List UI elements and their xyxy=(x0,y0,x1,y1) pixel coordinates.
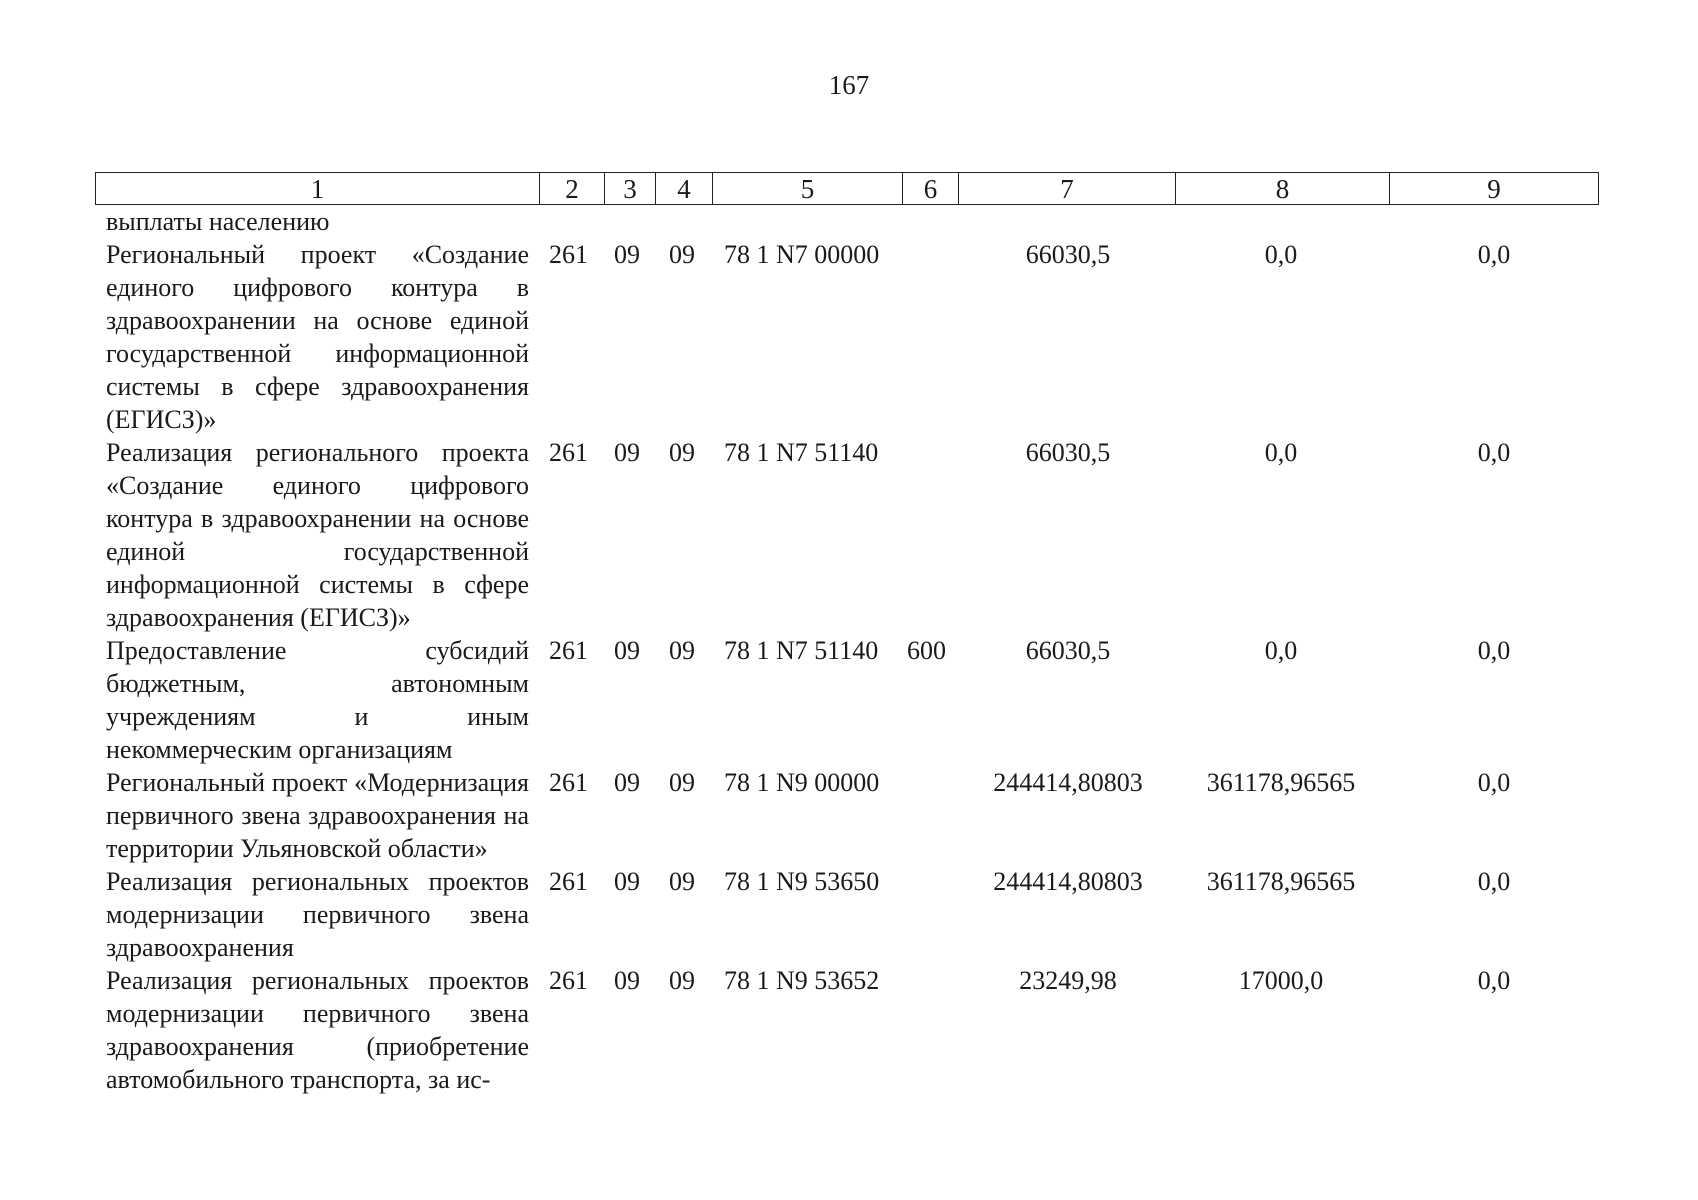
table-row xyxy=(0,964,1698,1096)
row-name: Предоставление субсидий бюджетным, автономным учреждениям и иным некоммерческим организациям xyxy=(106,636,529,764)
cell-subsection: 09 xyxy=(669,867,695,896)
row-name: Реализация регионального проекта «Создание единого цифрового контура в здравоохранении на основе единой государственной информационной системы в сфере здравоохранения (ЕГИСЗ)» xyxy=(106,438,529,632)
cell-amount-9: 0,0 xyxy=(1477,768,1511,797)
cell-amount-7: 23249,98 xyxy=(1019,966,1117,995)
cell-amount-8: 0,0 xyxy=(1264,438,1298,467)
cell-admin-code: 261 xyxy=(549,240,588,269)
cell-admin-code: 261 xyxy=(549,636,588,665)
header-cell-6: 6 xyxy=(903,173,959,205)
cell-amount-9: 0,0 xyxy=(1477,636,1511,665)
header-cell-3: 3 xyxy=(605,173,656,205)
cell-amount-8: 0,0 xyxy=(1264,636,1298,665)
header-row xyxy=(96,173,1599,205)
cell-amount-8: 361178,96565 xyxy=(1206,768,1356,797)
cell-admin-code: 261 xyxy=(549,438,588,467)
cell-amount-8: 0,0 xyxy=(1264,240,1298,269)
column-header-table xyxy=(95,172,1599,205)
table-row xyxy=(0,634,1698,766)
table-body xyxy=(0,205,1698,1096)
cell-target-code: 78 1 N9 00000 xyxy=(724,768,880,797)
table-row xyxy=(0,238,1698,436)
cell-amount-7: 244414,80803 xyxy=(993,867,1143,896)
header-cell-5: 5 xyxy=(713,173,903,205)
header-cell-7: 7 xyxy=(959,173,1176,205)
cell-section: 09 xyxy=(614,966,640,995)
table-row xyxy=(0,865,1698,964)
header-cell-1: 1 xyxy=(96,173,540,205)
cell-admin-code: 261 xyxy=(549,867,588,896)
cell-subsection: 09 xyxy=(669,636,695,665)
page-number: 167 xyxy=(828,70,870,100)
cell-amount-8: 361178,96565 xyxy=(1206,867,1356,896)
cell-section: 09 xyxy=(614,438,640,467)
cell-amount-9: 0,0 xyxy=(1477,240,1511,269)
header-cell-8: 8 xyxy=(1176,173,1390,205)
cell-amount-7: 66030,5 xyxy=(1025,636,1111,665)
row-name: Региональный проект «Создание единого цифрового контура в здравоохранении на основе единой государственной информационной системы в сфере здравоохранения (ЕГИСЗ)» xyxy=(106,240,529,434)
cell-target-code: 78 1 N9 53652 xyxy=(724,966,880,995)
row-name: выплаты населению xyxy=(106,207,330,236)
cell-section: 09 xyxy=(614,636,640,665)
cell-target-code: 78 1 N7 00000 xyxy=(724,240,880,269)
cell-amount-7: 66030,5 xyxy=(1025,240,1111,269)
header-cell-9: 9 xyxy=(1390,173,1599,205)
cell-amount-8: 17000,0 xyxy=(1238,966,1324,995)
cell-amount-9: 0,0 xyxy=(1477,438,1511,467)
table-row xyxy=(0,436,1698,634)
cell-section: 09 xyxy=(614,768,640,797)
cell-target-code: 78 1 N7 51140 xyxy=(724,438,879,467)
cell-subsection: 09 xyxy=(669,438,695,467)
cell-subsection: 09 xyxy=(669,240,695,269)
header-cell-2: 2 xyxy=(540,173,605,205)
cell-target-code: 78 1 N9 53650 xyxy=(724,867,880,896)
cell-amount-9: 0,0 xyxy=(1477,867,1511,896)
cell-subsection: 09 xyxy=(669,966,695,995)
cell-section: 09 xyxy=(614,867,640,896)
row-name: Региональный проект «Модернизация первичного звена здравоохранения на территории Ульяновской области» xyxy=(106,768,529,863)
cell-admin-code: 261 xyxy=(549,966,588,995)
cell-admin-code: 261 xyxy=(549,768,588,797)
continuation-row xyxy=(0,205,1698,238)
cell-section: 09 xyxy=(614,240,640,269)
cell-target-code: 78 1 N7 51140 xyxy=(724,636,879,665)
header-cell-4: 4 xyxy=(656,173,713,205)
table-row xyxy=(0,766,1698,865)
row-name: Реализация региональных проектов модернизации первичного звена здравоохранения (приобретение автомобильного транспорта, за ис- xyxy=(106,966,529,1094)
row-name: Реализация региональных проектов модернизации первичного звена здравоохранения xyxy=(106,867,529,962)
cell-amount-9: 0,0 xyxy=(1477,966,1511,995)
cell-expense-type: 600 xyxy=(907,636,946,665)
cell-amount-7: 66030,5 xyxy=(1025,438,1111,467)
cell-amount-7: 244414,80803 xyxy=(993,768,1143,797)
cell-subsection: 09 xyxy=(669,768,695,797)
